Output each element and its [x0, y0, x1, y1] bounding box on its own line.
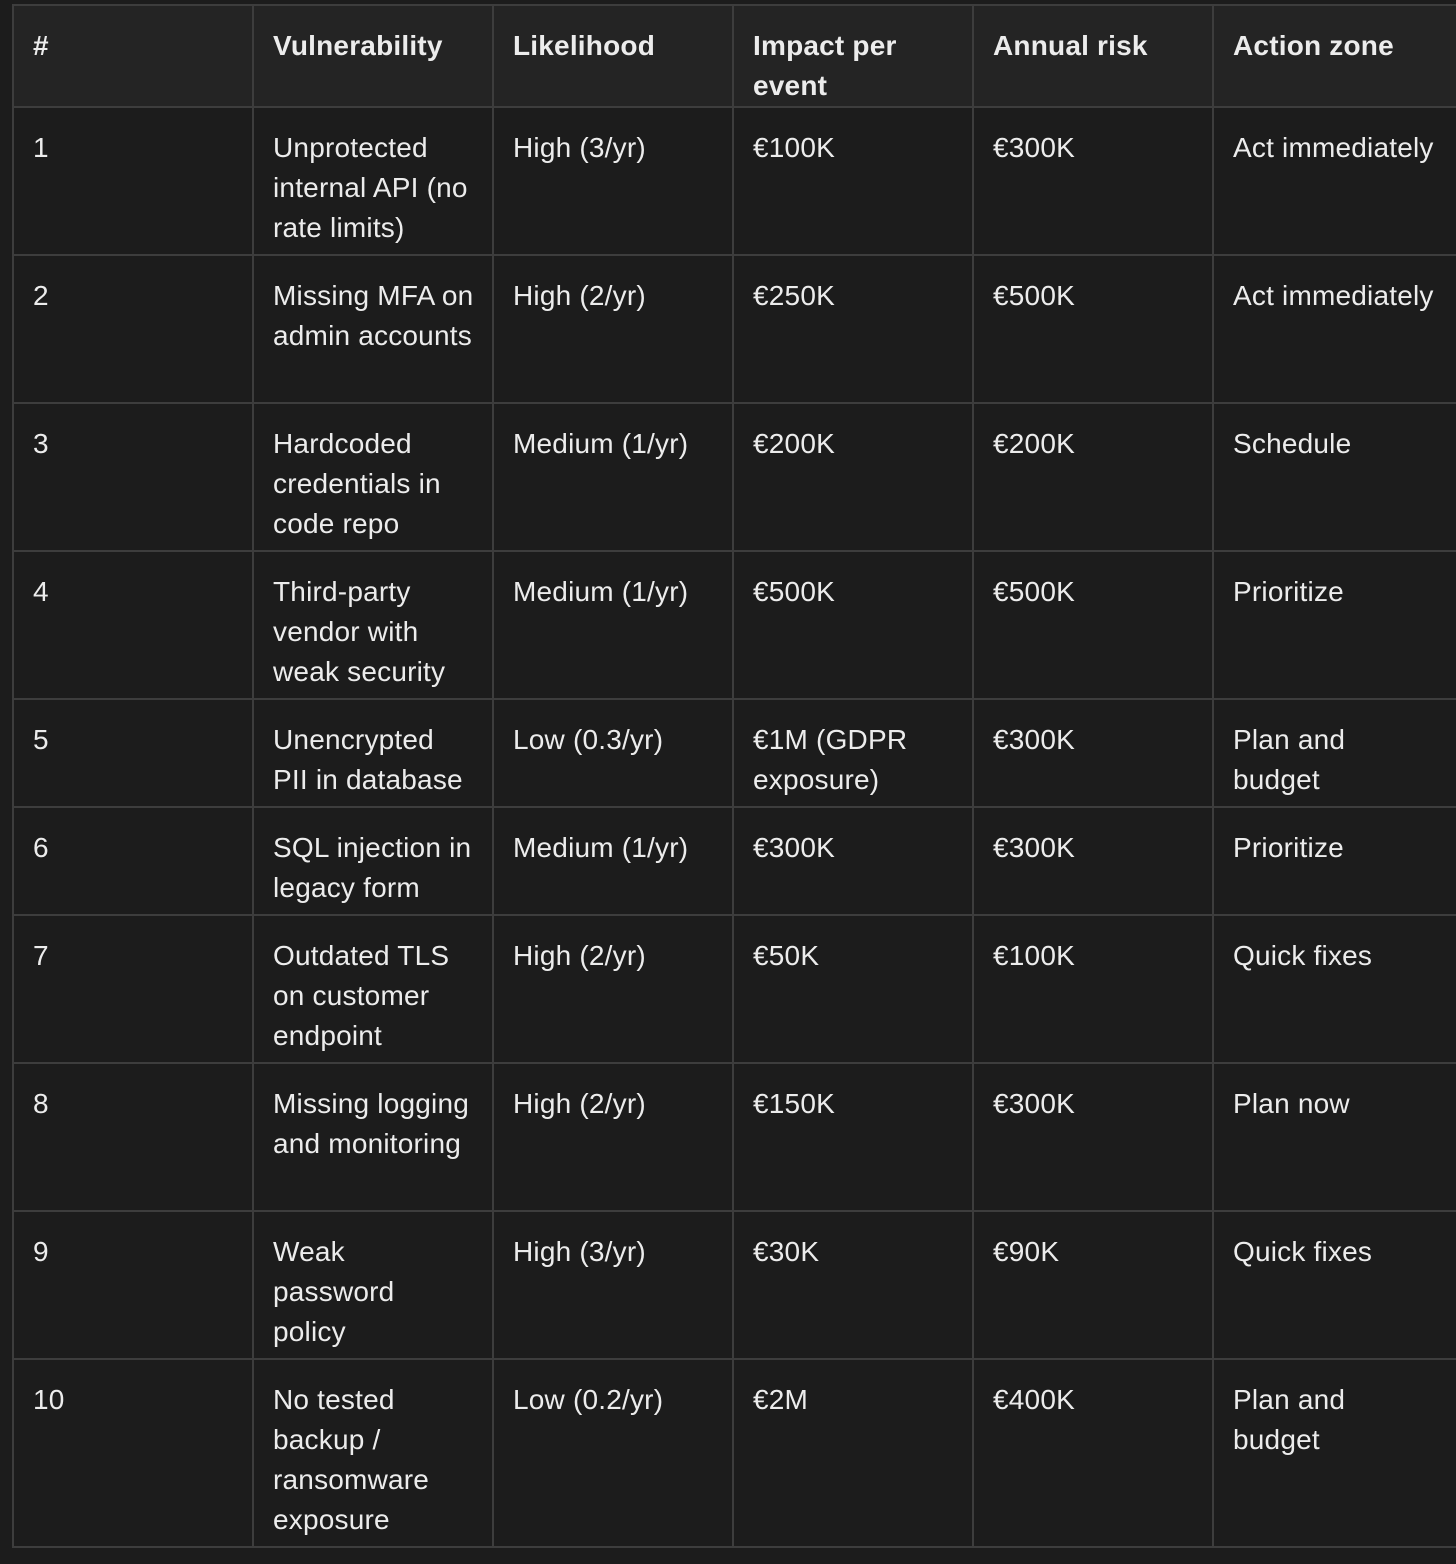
cell-action-zone: Prioritize [1213, 807, 1456, 915]
cell-number: 2 [13, 255, 253, 403]
cell-vulnerability: No tested backup / ransomware exposure [253, 1359, 493, 1547]
table-row [13, 1359, 1456, 1547]
cell-action-zone: Act immediately [1213, 255, 1456, 403]
cell-likelihood: Low (0.2/yr) [493, 1359, 733, 1547]
cell-vulnerability: Unencrypted PII in database [253, 699, 493, 807]
cell-action-zone: Plan now [1213, 1063, 1456, 1211]
cell-action-zone: Prioritize [1213, 551, 1456, 699]
cell-vulnerability: Missing logging and monitoring [253, 1063, 493, 1211]
cell-vulnerability: Third-party vendor with weak security [253, 551, 493, 699]
table-row [13, 551, 1456, 699]
cell-likelihood: Low (0.3/yr) [493, 699, 733, 807]
table-row [13, 1211, 1456, 1359]
cell-vulnerability: Hardcoded credentials in code repo [253, 403, 493, 551]
header-action-zone: Action zone [1213, 5, 1456, 107]
cell-annual-risk: €500K [973, 551, 1213, 699]
cell-annual-risk: €300K [973, 699, 1213, 807]
cell-impact: €300K [733, 807, 973, 915]
cell-vulnerability: SQL injection in legacy form [253, 807, 493, 915]
cell-number: 10 [13, 1359, 253, 1547]
cell-number: 1 [13, 107, 253, 255]
cell-annual-risk: €400K [973, 1359, 1213, 1547]
cell-likelihood: High (3/yr) [493, 107, 733, 255]
table-row [13, 107, 1456, 255]
cell-impact: €200K [733, 403, 973, 551]
table-row [13, 915, 1456, 1063]
cell-annual-risk: €200K [973, 403, 1213, 551]
cell-impact: €2M [733, 1359, 973, 1547]
cell-vulnerability: Missing MFA on admin accounts [253, 255, 493, 403]
cell-number: 7 [13, 915, 253, 1063]
cell-action-zone: Quick fixes [1213, 1211, 1456, 1359]
cell-number: 8 [13, 1063, 253, 1211]
table-row [13, 403, 1456, 551]
cell-action-zone: Act immediately [1213, 107, 1456, 255]
table-row [13, 699, 1456, 807]
cell-annual-risk: €100K [973, 915, 1213, 1063]
cell-impact: €150K [733, 1063, 973, 1211]
cell-impact: €50K [733, 915, 973, 1063]
cell-annual-risk: €500K [973, 255, 1213, 403]
header-likelihood: Likelihood [493, 5, 733, 107]
cell-number: 5 [13, 699, 253, 807]
cell-likelihood: High (2/yr) [493, 255, 733, 403]
table-row [13, 807, 1456, 915]
cell-likelihood: High (3/yr) [493, 1211, 733, 1359]
header-vulnerability: Vulnerability [253, 5, 493, 107]
cell-impact: €30K [733, 1211, 973, 1359]
cell-impact: €500K [733, 551, 973, 699]
cell-vulnerability: Unprotected internal API (no rate limits) [253, 107, 493, 255]
cell-action-zone: Plan and budget [1213, 699, 1456, 807]
table-header-row [13, 5, 1456, 107]
cell-likelihood: Medium (1/yr) [493, 403, 733, 551]
cell-annual-risk: €90K [973, 1211, 1213, 1359]
cell-number: 6 [13, 807, 253, 915]
cell-annual-risk: €300K [973, 807, 1213, 915]
cell-number: 3 [13, 403, 253, 551]
cell-action-zone: Plan and budget [1213, 1359, 1456, 1547]
cell-vulnerability: Weak password policy [253, 1211, 493, 1359]
header-impact-per-event: Impact per event [733, 5, 973, 107]
cell-action-zone: Schedule [1213, 403, 1456, 551]
vulnerability-risk-table [12, 4, 1456, 1548]
vulnerability-table-container [12, 4, 1456, 1548]
cell-vulnerability: Outdated TLS on customer endpoint [253, 915, 493, 1063]
cell-annual-risk: €300K [973, 1063, 1213, 1211]
cell-impact: €100K [733, 107, 973, 255]
cell-likelihood: Medium (1/yr) [493, 807, 733, 915]
cell-likelihood: High (2/yr) [493, 1063, 733, 1211]
cell-likelihood: Medium (1/yr) [493, 551, 733, 699]
header-number: # [13, 5, 253, 107]
table-row [13, 1063, 1456, 1211]
cell-action-zone: Quick fixes [1213, 915, 1456, 1063]
header-annual-risk: Annual risk [973, 5, 1213, 107]
cell-impact: €250K [733, 255, 973, 403]
table-row [13, 255, 1456, 403]
cell-number: 9 [13, 1211, 253, 1359]
cell-number: 4 [13, 551, 253, 699]
cell-likelihood: High (2/yr) [493, 915, 733, 1063]
cell-annual-risk: €300K [973, 107, 1213, 255]
cell-impact: €1M (GDPR exposure) [733, 699, 973, 807]
